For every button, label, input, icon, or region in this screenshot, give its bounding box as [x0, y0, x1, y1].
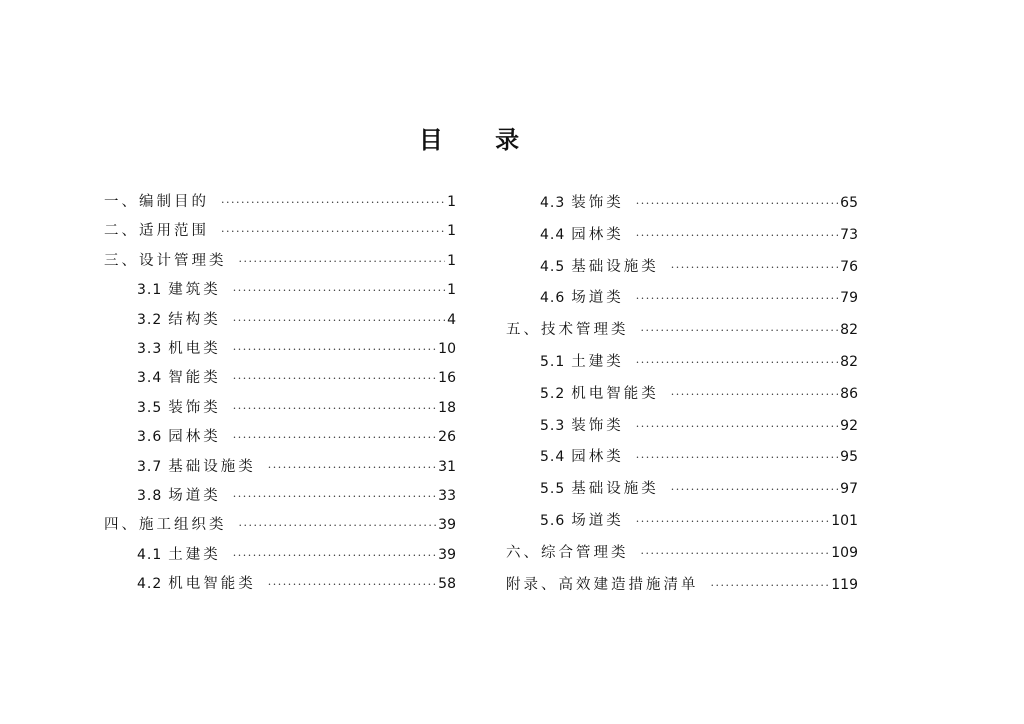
- dot-leader: [636, 347, 838, 379]
- toc-entry-label: 装饰类: [571, 195, 624, 211]
- toc-entry-label: 基础设施类: [571, 481, 659, 498]
- toc-entry-number: 3.4: [137, 370, 163, 387]
- toc-entry-page-number: 4: [447, 311, 456, 328]
- toc-left-column: [104, 188, 456, 599]
- toc-entry-number: 4.6: [540, 290, 566, 307]
- toc-entry-page-number: 92: [840, 417, 858, 434]
- toc-entry-number: 4.1: [137, 546, 163, 563]
- toc-entry-page-number: 119: [831, 576, 858, 593]
- dot-leader: [233, 423, 436, 452]
- dot-leader: [636, 283, 838, 315]
- toc-entry-number: 3.8: [137, 487, 163, 504]
- toc-entry-page-number: 33: [438, 487, 456, 504]
- toc-entry-number: 4.2: [137, 576, 163, 593]
- dot-leader: [641, 538, 830, 570]
- toc-entry[interactable]: [506, 220, 858, 252]
- page-title: 目 录: [418, 126, 542, 154]
- dot-leader: [636, 506, 830, 538]
- toc-entry-number: 5.3: [540, 417, 566, 434]
- toc-entry-number: 5.5: [540, 481, 566, 498]
- toc-entry-number: 4.4: [540, 226, 566, 243]
- toc-entry-number: 5.2: [540, 385, 566, 402]
- toc-entry[interactable]: [104, 482, 456, 511]
- dot-leader: [268, 453, 436, 482]
- toc-entry[interactable]: [104, 453, 456, 482]
- toc-entry-page-number: 86: [840, 385, 858, 402]
- dot-leader: [268, 570, 436, 599]
- toc-entry[interactable]: [506, 538, 858, 570]
- toc-entry[interactable]: [104, 541, 456, 570]
- dot-leader: [233, 482, 436, 511]
- toc-entry-page-number: 10: [438, 340, 456, 357]
- toc-entry-page-number: 1: [447, 282, 456, 299]
- toc-entry-label: 园林类: [571, 226, 624, 243]
- toc-entry-label: 场道类: [168, 487, 221, 504]
- toc-right-column: [506, 188, 858, 601]
- dot-leader: [233, 335, 436, 364]
- dot-leader: [636, 188, 838, 220]
- toc-entry[interactable]: [506, 570, 858, 602]
- toc-entry-label: 三、设计管理类: [104, 252, 227, 269]
- toc-entry[interactable]: [104, 188, 456, 217]
- toc-entry[interactable]: [506, 188, 858, 220]
- toc-entry-label: 机电类: [168, 340, 221, 357]
- toc-entry-number: 3.3: [137, 340, 163, 357]
- dot-leader: [239, 247, 446, 276]
- toc-entry-page-number: 95: [840, 449, 858, 466]
- toc-entry-page-number: 82: [840, 353, 858, 370]
- toc-entry-number: 5.6: [540, 512, 566, 529]
- dot-leader: [641, 315, 839, 347]
- toc-entry-label: 六、综合管理类: [506, 544, 629, 561]
- toc-entry-label: 土建类: [571, 353, 624, 370]
- toc-entry-number: 3.5: [137, 399, 163, 416]
- toc-entry-number: 3.7: [137, 458, 163, 475]
- toc-entry-number: 4.5: [540, 258, 566, 275]
- toc-entry-label: 四、施工组织类: [104, 517, 227, 534]
- toc-entry-number: 3.1: [137, 282, 163, 299]
- toc-entry-page-number: 1: [447, 223, 456, 240]
- toc-entry-page-number: 16: [438, 370, 456, 387]
- toc-entry-label: 园林类: [168, 429, 221, 446]
- toc-entry-page-number: 73: [840, 226, 858, 243]
- dot-leader: [233, 276, 445, 305]
- toc-entry-number: 5.1: [540, 353, 566, 370]
- toc-entry-label: 结构类: [168, 311, 221, 328]
- toc-entry-label: 土建类: [168, 546, 221, 563]
- toc-entry-page-number: 39: [438, 546, 456, 563]
- toc-entry[interactable]: [506, 315, 858, 347]
- toc-entry[interactable]: [506, 411, 858, 443]
- toc-entry[interactable]: [104, 364, 456, 393]
- dot-leader: [233, 394, 436, 423]
- toc-entry-label: 五、技术管理类: [506, 322, 629, 339]
- toc-entry[interactable]: [104, 217, 456, 246]
- dot-leader: [233, 541, 436, 570]
- toc-entry-label: 附录、高效建造措施清单: [506, 576, 699, 593]
- toc-entry-page-number: 1: [447, 194, 456, 210]
- toc-entry-number: 5.4: [540, 449, 566, 466]
- dot-leader: [221, 188, 445, 217]
- toc-entry-label: 场道类: [571, 512, 624, 529]
- toc-entry[interactable]: [506, 506, 858, 538]
- toc-entry-page-number: 76: [840, 258, 858, 275]
- toc-entry-page-number: 97: [840, 481, 858, 498]
- toc-entry[interactable]: [104, 335, 456, 364]
- toc-entry-label: 智能类: [168, 370, 221, 387]
- toc-entry-page-number: 65: [840, 195, 858, 211]
- toc-entry-label: 园林类: [571, 449, 624, 466]
- toc-entry-page-number: 58: [438, 576, 456, 593]
- toc-entry[interactable]: [506, 379, 858, 411]
- toc-entry-label: 基础设施类: [571, 258, 659, 275]
- toc-entry-label: 装饰类: [168, 399, 221, 416]
- dot-leader: [711, 570, 830, 602]
- toc-entry-page-number: 1: [447, 252, 456, 269]
- toc-entry[interactable]: [104, 511, 456, 540]
- toc-entry-page-number: 82: [840, 322, 858, 339]
- toc-entry[interactable]: [506, 474, 858, 506]
- toc-entry-label: 二、适用范围: [104, 223, 209, 240]
- dot-leader: [671, 252, 838, 284]
- toc-entry-label: 建筑类: [168, 282, 221, 299]
- toc-entry-page-number: 109: [831, 544, 858, 561]
- toc-entry-label: 一、编制目的: [104, 194, 209, 210]
- toc-entry-page-number: 31: [438, 458, 456, 475]
- toc-entry-label: 场道类: [571, 290, 624, 307]
- toc-entry[interactable]: [506, 283, 858, 315]
- toc-entry-label: 机电智能类: [168, 576, 256, 593]
- toc-entry-number: 3.2: [137, 311, 163, 328]
- toc-entry-page-number: 101: [831, 512, 858, 529]
- toc-entry-label: 基础设施类: [168, 458, 256, 475]
- toc-entry-label: 装饰类: [571, 417, 624, 434]
- toc-entry-number: 4.3: [540, 195, 566, 211]
- dot-leader: [221, 217, 445, 246]
- toc-entry-page-number: 18: [438, 399, 456, 416]
- dot-leader: [671, 474, 838, 506]
- toc-entry[interactable]: [104, 247, 456, 276]
- toc-entry-label: 机电智能类: [571, 385, 659, 402]
- dot-leader: [671, 379, 838, 411]
- toc-entry[interactable]: [104, 570, 456, 599]
- toc-entry-page-number: 39: [438, 517, 456, 534]
- toc-entry[interactable]: [104, 423, 456, 452]
- dot-leader: [233, 364, 436, 393]
- toc-entry-page-number: 26: [438, 429, 456, 446]
- toc-entry[interactable]: [104, 276, 456, 305]
- toc-entry[interactable]: [104, 306, 456, 335]
- toc-entry-number: 3.6: [137, 429, 163, 446]
- toc-entry[interactable]: [506, 347, 858, 379]
- toc-entry[interactable]: [506, 252, 858, 284]
- dot-leader: [636, 220, 838, 252]
- toc-entry[interactable]: [104, 394, 456, 423]
- dot-leader: [636, 442, 838, 474]
- toc-entry-page-number: 79: [840, 290, 858, 307]
- dot-leader: [239, 511, 437, 540]
- dot-leader: [636, 411, 838, 443]
- toc-entry[interactable]: [506, 442, 858, 474]
- dot-leader: [233, 306, 445, 335]
